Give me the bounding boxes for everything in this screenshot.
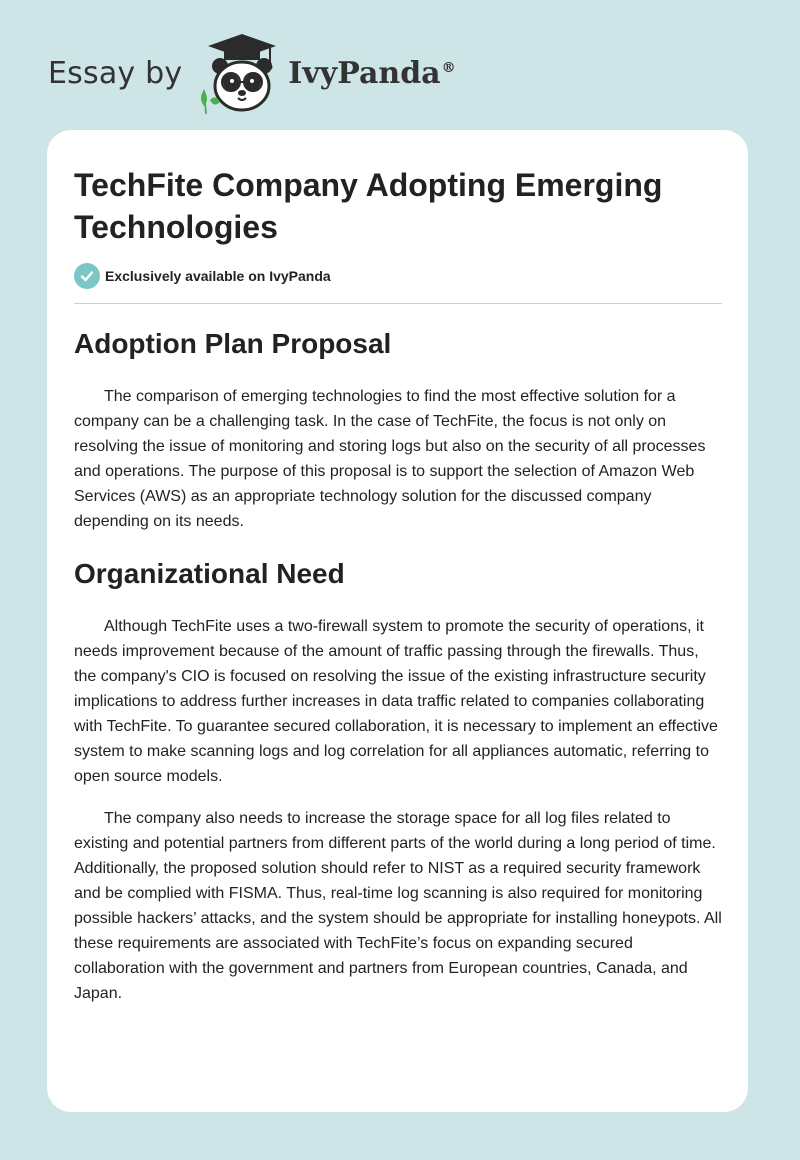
registered-mark: ®: [441, 59, 456, 76]
panda-graduation-cap-icon[interactable]: [194, 30, 284, 116]
paragraph: The company also needs to increase the storage space for all log files related to existing and potential partners from different parts of the world during a long period of time. Additionally, the proposed solution should refer to NIST as a required security framework and be complied with FISMA. Thus, real-time log scanning is also required for monitoring possible hackers’ attacks, and the system should be appropriate for installing honeypots. All these requirements are associated with TechFite’s focus on expanding secured collaboration with the government and partners from European countries, Canada, and Japan.: [74, 810, 722, 1002]
exclusive-label: Exclusively available on IvyPanda: [105, 268, 331, 284]
site-header: [48, 30, 456, 116]
brand-name-text[interactable]: IvyPanda: [288, 55, 441, 91]
check-icon: [74, 263, 100, 289]
section-heading-organizational-need: Organizational Need: [74, 558, 345, 589]
brand-name[interactable]: [288, 56, 455, 91]
essay-title: TechFite Company Adopting Emerging Technologies: [74, 167, 663, 245]
exclusive-badge: [74, 262, 722, 290]
essay-card: [47, 130, 748, 1112]
essay-by-label: Essay by: [48, 55, 183, 91]
section-heading-adoption-plan: Adoption Plan Proposal: [74, 328, 392, 359]
divider: [74, 303, 722, 304]
paragraph: Although TechFite uses a two-firewall system to promote the security of operations, it needs improvement because of the amount of traffic passing through the firewalls. Thus, the company's CIO is focused on resolving the issue of the existing infrastructure security implications to address further increases in data traffic related to companies collaborating with TechFite. To guarantee secured collaboration, it is necessary to implement an effective system to make scanning logs and log correlation for all appliances automatic, referring to open source models.: [74, 618, 718, 785]
paragraph: The comparison of emerging technologies to find the most effective solution for a company can be a challenging task. In the case of TechFite, the focus is not only on resolving the issue of monitoring and storing logs but also on the security of all processes and operations. The purpose of this proposal is to support the selection of Amazon Web Services (AWS) as an appropriate technology solution for the discussed company depending on its needs.: [74, 388, 706, 530]
